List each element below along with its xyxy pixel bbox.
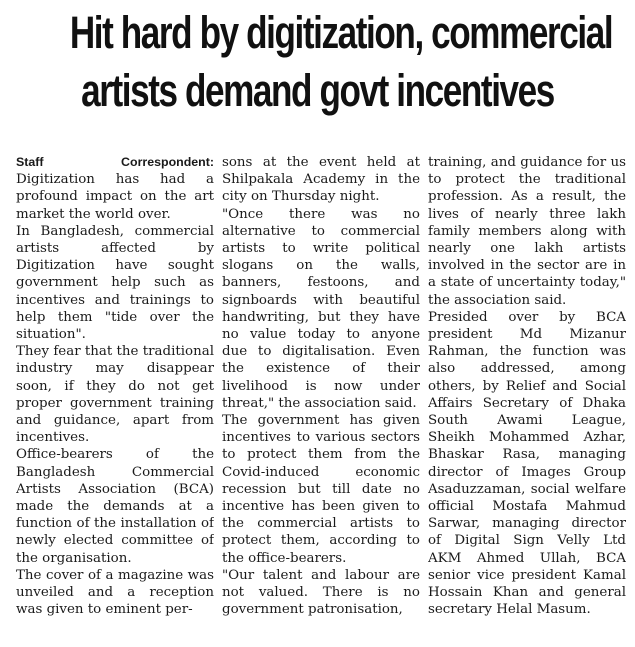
paragraph [16,154,214,223]
byline: Staff Correspondent: [16,155,214,169]
paragraph: Office-bearers of the Bangladesh Commercial Artists Association (BCA) made the demands at a function of the installation of newly elected committee of the organisation. [16,447,214,566]
paragraph: Presided over by BCA president Md Mizanur Rahman, the function was also addressed, among others, by Relief and Social Affairs Secretary of Dhaka South Awami League, Sheikh Mohammed Azhar, Bhaskar Rasa, managing director of Images Group Asaduzzaman, social welfare official Mostafa Mahmud Sarwar, managing director of Digital Sign Velly Ltd AKM Ahmed Ullah, BCA senior vice president Kamal Hossain Khan and general secretary Helal Masum. [428,309,626,618]
paragraph-text: Digitization has had a profound impact on the art market the world over. [16,172,214,222]
headline [69,4,613,120]
paragraph: sons at the event held at Shilpakala Academy in the city on Thursday night. [222,155,420,205]
paragraph: "Our talent and labour are not valued. There is no government patronisation, [222,567,420,618]
headline-line-1: Hit hard by digitization, commercial [69,7,613,58]
article-body [16,154,624,618]
article-column-1 [16,154,214,618]
headline-line-2: artists demand govt incentives [81,65,554,116]
article-column-3 [428,154,626,618]
paragraph: The government has given incentives to various sectors to protect them from the Covid-induced economic recession but till date no incentive has been given to the commercial artists to protect them, according to the office-bearers. [222,413,420,566]
paragraph: training, and guidance for us to protect the traditional profession. As a result, the lives of nearly three lakh family members along with nearly one lakh artists involved in the sector are in a state of uncertainty today," the association said. [428,155,626,308]
paragraph: They fear that the traditional industry may disappear soon, if they do not get proper government training and guidance, apart from incentives. [16,344,214,446]
paragraph: The cover of a magazine was unveiled and a reception was given to eminent per- [16,567,214,618]
paragraph: In Bangladesh, commercial artists affected by Digitization have sought government help such as incentives and trainings to help them "tide over the situation". [16,223,214,343]
paragraph: "Once there was no alternative to commercial artists to write political slogans on the walls, banners, festoons, and signboards with beautiful handwriting, but they have no value today to anyone due to digitalisation. Even the existence of their livelihood is now under threat," the association said. [222,206,420,411]
article-column-2 [222,154,420,618]
